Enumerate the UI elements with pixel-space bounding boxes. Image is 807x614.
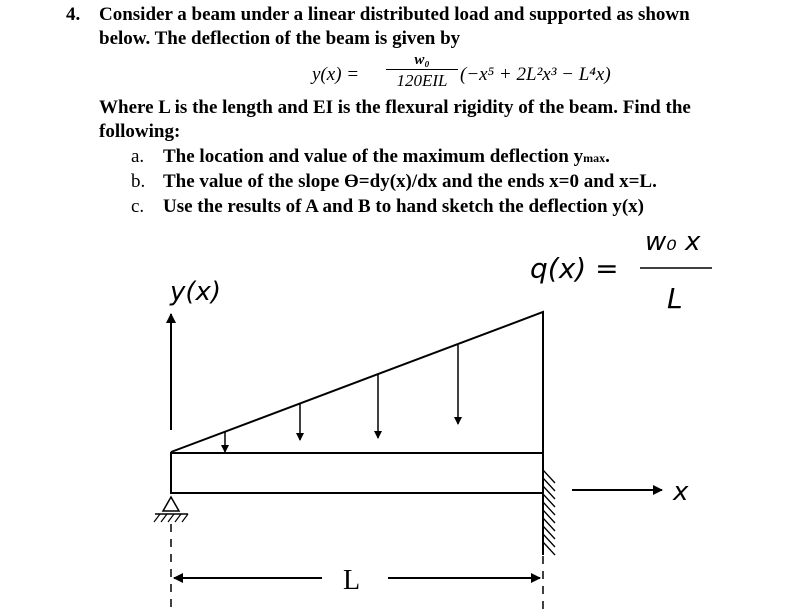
sub-question-text: The location and value of the maximum deflection y [163, 146, 584, 167]
sub-question-text: Use the results of A and B to hand sketch the deflection y(x) [163, 196, 644, 217]
equation-rhs: (−x⁵ + 2L²x³ − L⁴x) [460, 64, 611, 85]
sub-question-text: The value of the slope ϴ=dy(x)/dx and the ends x=0 and x=L. [163, 171, 657, 192]
load-triangle [171, 312, 543, 453]
sub-question-label: b. [131, 171, 146, 192]
question-text-line-2: below. The deflection of the beam is given by [99, 28, 461, 49]
length-label: L [343, 565, 361, 596]
question-text-line-3: Where L is the length and EI is the flexural rigidity of the beam. Find the [99, 97, 691, 118]
x-axis-label: x [673, 477, 689, 507]
equation-denominator: 120EIL [396, 71, 448, 90]
subscript-max: max [583, 151, 606, 165]
pin-support [163, 497, 179, 511]
question-text-line-4: following: [99, 121, 181, 142]
question-text-line-1: Consider a beam under a linear distributed load and supported as shown [99, 4, 690, 25]
load-function-label: q(x) = [530, 252, 619, 285]
ground-hatching [154, 514, 188, 522]
beam [171, 453, 543, 493]
load-denominator: L [667, 282, 683, 315]
equation-numerator: w₀ [414, 52, 430, 68]
sub-question-label: c. [131, 196, 145, 217]
sub-question-tail: . [605, 146, 610, 167]
equation-lhs: y(x) = [312, 64, 360, 85]
load-numerator: w₀ x [645, 227, 701, 257]
question-number: 4. [66, 4, 81, 25]
wall-hatching [543, 470, 555, 555]
y-axis-label: y(x) [170, 277, 222, 307]
sub-question-label: a. [131, 146, 145, 167]
